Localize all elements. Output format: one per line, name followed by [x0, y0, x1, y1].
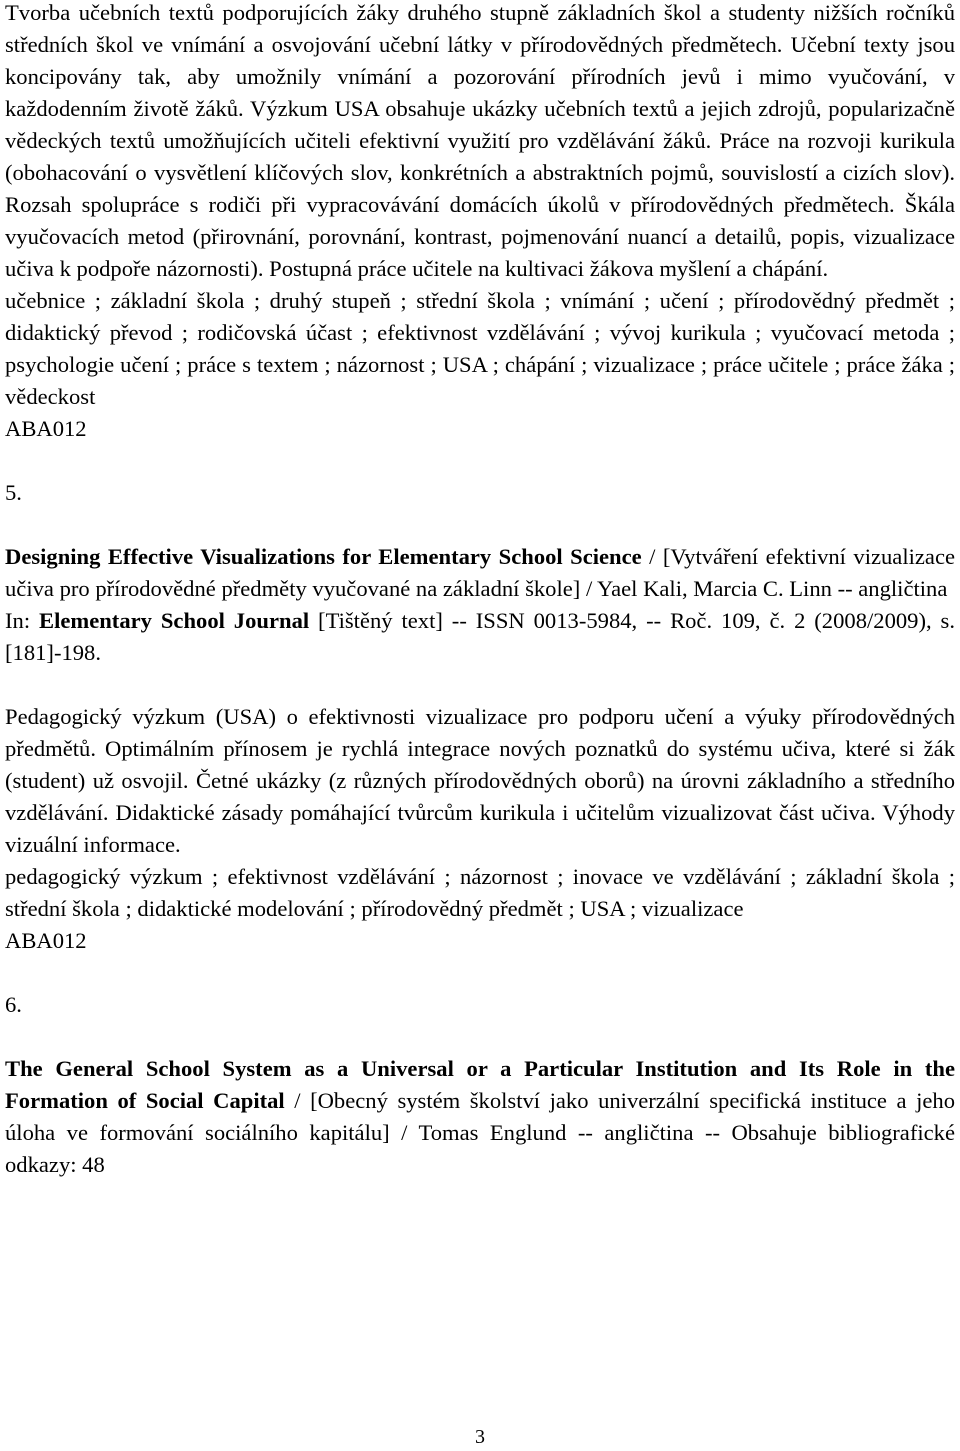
entry4-code: ABA012 — [5, 416, 87, 441]
spacer — [5, 1021, 955, 1053]
page-number: 3 — [475, 1426, 485, 1448]
entry5-source — [5, 605, 955, 669]
entry5-code: ABA012 — [5, 928, 87, 953]
spacer — [5, 957, 955, 989]
entry6-title-main: The General School System as a Universal or a Particular Institution and Its Role in the Formation of Social Capital — [5, 1056, 955, 1113]
entry5-abstract: Pedagogický výzkum (USA) o efektivnosti vizualizace pro podporu učení a výuky přírodovědných předmětů. Optimálním přínosem je rychlá integrace nových poznatků do systému učiva, které si žák (student) už osvojil. Četné ukázky (z různých přírodovědných oborů) na úrovni základního a středního vzdělávání. Didaktické zásady pomáhající tvůrcům kurikula i učitelům vizualizovat část učiva. Výhody vizuální informace. — [5, 704, 955, 857]
entry6-title — [5, 1053, 955, 1181]
entry5-journal: Elementary School Journal — [39, 608, 310, 633]
entry5-journal-details: [Tištěný text] -- ISSN 0013-5984, -- Roč. 109, č. 2 (2008/2009), s. [181]-198. — [5, 608, 955, 665]
entry4-keywords: učebnice ; základní škola ; druhý stupeň ; střední škola ; vnímání ; učení ; přírodovědný předmět ; didaktický převod ; rodičovská účast ; efektivnost vzdělávání ; vývoj kurikula ; vyučovací metoda ; psychologie učení ; práce s textem ; názornost ; USA ; chápání ; vizualizace ; práce učitele ; práce žáka ; vědeckost — [5, 288, 955, 409]
spacer — [5, 445, 955, 477]
entry5-title — [5, 541, 955, 605]
spacer — [5, 509, 955, 541]
spacer — [5, 669, 955, 701]
entry6-number: 6. — [5, 992, 22, 1017]
entry5-title-main: Designing Effective Visualizations for Elementary School Science — [5, 544, 642, 569]
entry5-keywords: pedagogický výzkum ; efektivnost vzdělávání ; názornost ; inovace ve vzdělávání ; základní škola ; střední škola ; didaktické modelování ; přírodovědný předmět ; USA ; vizualizace — [5, 864, 955, 921]
entry5-in-prefix: In: — [5, 608, 40, 633]
entry6-title-rest: / [Obecný systém školství jako univerzální specifická instituce a jeho úloha ve formování sociálního kapitálu] / Tomas Englund -- angličtina -- Obsahuje bibliografické odkazy: 48 — [5, 1088, 955, 1177]
entry5-number: 5. — [5, 480, 22, 505]
entry5-title-rest: / [Vytváření efektivní vizualizace učiva pro přírodovědné předměty vyučované na základní škole] / Yael Kali, Marcia C. Linn -- angličtina — [5, 544, 955, 601]
entry4-abstract: Tvorba učebních textů podporujících žáky druhého stupně základních škol a studenty nižších ročníků středních škol ve vnímání a osvojování učební látky v přírodovědných předmětech. Učební texty jsou koncipovány tak, aby umožnily vnímání a pozorování přírodních jevů i mimo vyučování, v každodenním životě žáků. Výzkum USA obsahuje ukázky učebních textů a jejich zdrojů, popularizačně vědeckých textů umožňujících učiteli efektivní využití pro vzdělávání žáků. Práce na rozvoji kurikula (obohacování o vysvětlení klíčových slov, konkrétních a abstraktních pojmů, souvislostí a cizích slov). Rozsah spolupráce s rodiči při vypracovávání domácích úkolů v přírodovědných předmětech. Škála vyučovacích metod (přirovnání, porovnání, kontrast, pojmenování nuancí a detailů, popis, vizualizace učiva k podpoře názornosti). Postupná práce učitele na kultivaci žákova myšlení a chápání. — [5, 0, 955, 281]
document-page — [5, 0, 955, 1181]
